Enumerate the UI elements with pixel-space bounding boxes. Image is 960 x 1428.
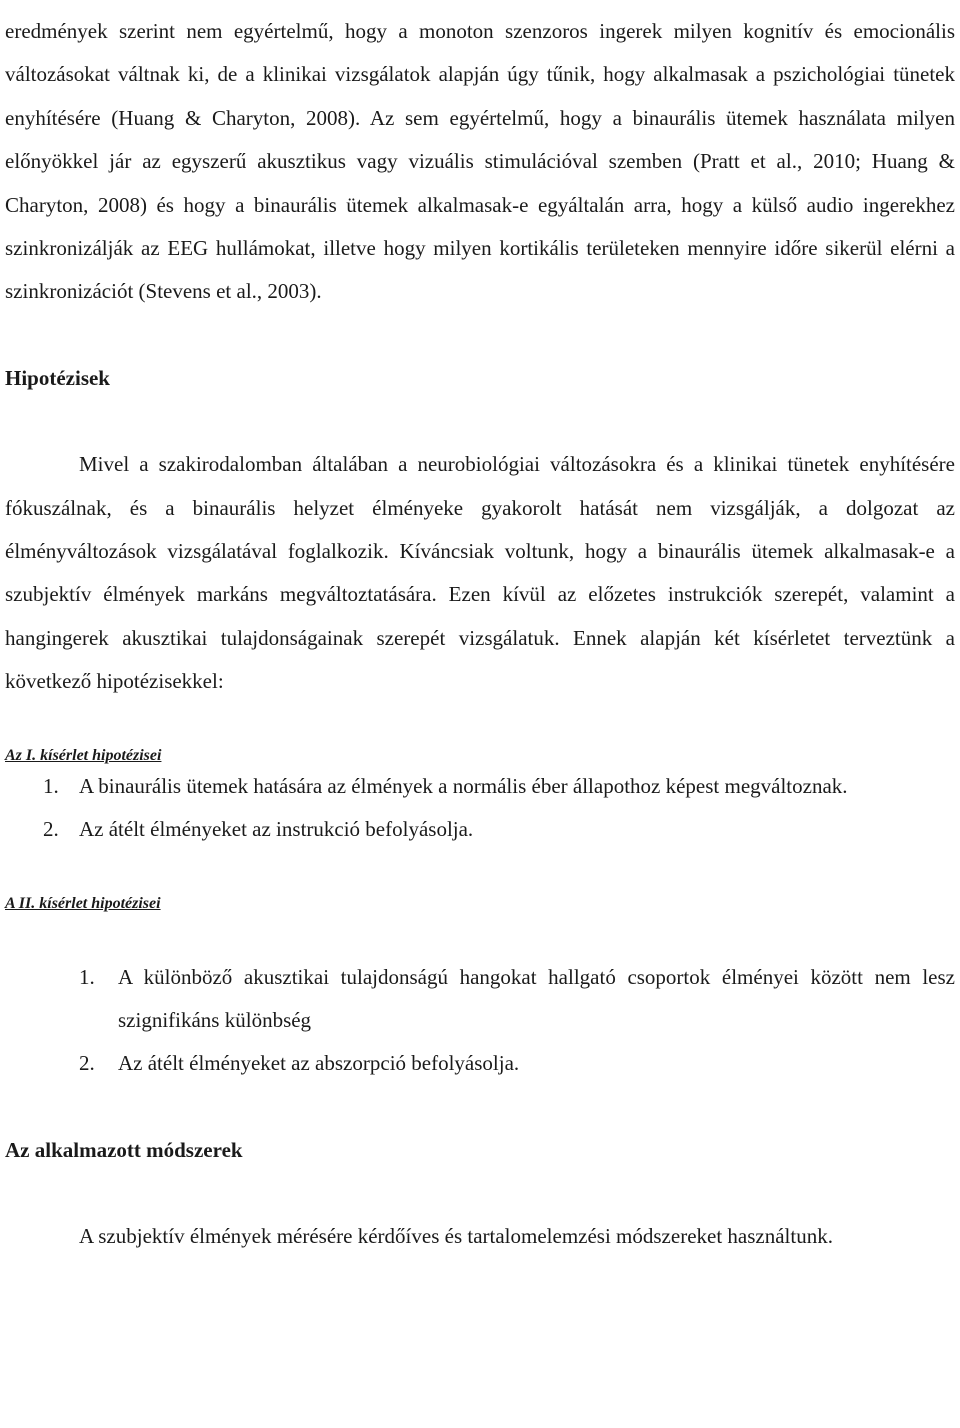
experiment2-heading: [5, 895, 955, 913]
methods-heading: Az alkalmazott módszerek: [5, 1137, 243, 1162]
list-item-text: Az átélt élményeket az instrukció befolyásolja.: [79, 817, 474, 842]
list-item-text: A különböző akusztikai tulajdonságú hangokat hallgató csoportok élményei között nem lesz szignifikáns különbség: [118, 964, 955, 1032]
methods-paragraph: A szubjektív élmények mérésére kérdőíves és tartalomelemzési módszereket használtunk.: [79, 1224, 833, 1249]
experiment1-heading: [5, 747, 955, 765]
experiment2-hypothesis-list: [5, 956, 955, 1086]
list-item-number: 2.: [79, 1051, 95, 1076]
document-page: [5, 0, 955, 1259]
list-item: [5, 956, 955, 1043]
list-item: [5, 765, 955, 808]
hypotheses-paragraph: Mivel a szakirodalomban általában a neurobiológiai változásokra és a klinikai tünetek enyhítésére fókuszálnak, és a binaurális helyzet élményeke gyakorolt hatását nem vizsgálják, a dolgozat az élményváltozások vizsgálatával foglalkozik. Kíváncsiak voltunk, hogy a binaurális ütemek alkalmasak-e a szubjektív élmények markáns megváltoztatására. Ezen kívül az előzetes instrukciók szerepét, valamint a hangingerek akusztikai tulajdonságainak szerepét vizsgálatuk. Ennek alapján két kísérletet terveztünk a következő hipotézisekkel:: [5, 452, 955, 694]
list-item: [5, 1042, 955, 1085]
experiment2-title: A II. kísérlet hipotézisei: [5, 894, 161, 912]
experiment1-hypothesis-list: [5, 765, 955, 852]
experiment1-title: Az I. kísérlet hipotézisei: [5, 746, 162, 764]
list-item-number: 1.: [43, 773, 59, 798]
list-item-number: 1.: [79, 964, 95, 989]
list-item-text: Az átélt élményeket az abszorpció befolyásolja.: [118, 1051, 520, 1076]
hypotheses-heading: Hipotézisek: [5, 365, 110, 390]
list-item-number: 2.: [43, 817, 59, 842]
list-item: [5, 808, 955, 851]
list-item-text: A binaurális ütemek hatására az élmények a normális éber állapothoz képest megváltoznak.: [79, 773, 848, 798]
intro-paragraph: eredmények szerint nem egyértelmű, hogy a monoton szenzoros ingerek milyen kognitív és emocionális változásokat váltnak ki, de a klinikai vizsgálatok alapján úgy tűnik, hogy alkalmasak a pszichológiai tünetek enyhítésére (Huang & Charyton, 2008). Az sem egyértelmű, hogy a binaurális ütemek használata milyen előnyökkel jár az egyszerű akusztikus vagy vizuális stimulációval szemben (Pratt et al., 2010; Huang & Charyton, 2008) és hogy a binaurális ütemek alkalmasak-e egyáltalán arra, hogy a külső audio ingerekhez szinkronizálják az EEG hullámokat, illetve hogy milyen kortikális területeken mennyire időre sikerül elérni a szinkronizációt (Stevens et al., 2003).: [5, 19, 955, 304]
